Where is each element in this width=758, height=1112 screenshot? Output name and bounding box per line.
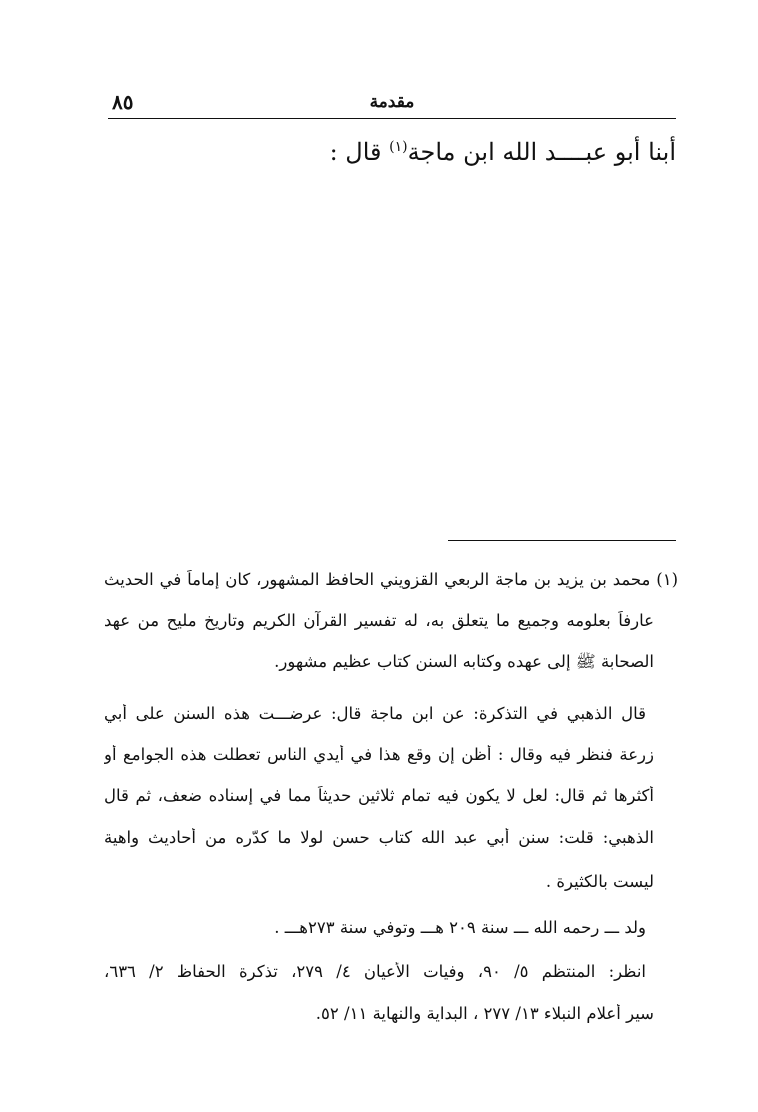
footnote-line: زرعة فنظر فيه وقال : أظن إن وقع هذا في أيدي الناس تعطلت هذه الجوامع أو [104,745,654,764]
footnote-line: انظر: المنتظم ٥/ ٩٠، وفيات الأعيان ٤/ ٢٧٩، تذكرة الحفاظ ٢/ ٦٣٦، [104,962,646,981]
main-text-after: قال : [329,138,390,166]
footnote-line: قال الذهبي في التذكرة: عن ابن ماجة قال: عرضـــت هذه السنن على أبي [104,704,646,723]
footnote-line: الذهبي: قلت: سنن أبي عبد الله كتاب حسن لولا ما كدّره من أحاديث واهية [104,828,654,847]
footnote-line: سير أعلام النبلاء ١٣/ ٢٧٧ ، البداية والنهاية ١١/ ٥٢. [315,1004,654,1023]
header-rule [108,118,676,119]
footnote-separator [448,540,676,541]
footnote-line: ولد ـــ رحمه الله ـــ سنة ٢٠٩ هـــ وتوفي سنة ٢٧٣هـــ . [274,918,646,937]
footnote-line: ليست بالكثيرة . [545,872,654,891]
footnote-marker[interactable]: (١) [389,139,408,155]
header-title: مقدمة [369,92,415,112]
footnote-line: أكثرها ثم قال: لعل لا يكون فيه تمام ثلاثين حديثاً مما في إسناده ضعف، ثم قال [104,786,654,805]
footnote-line: عارفاً بعلومه وجميع ما يتعلق به، له تفسير القرآن الكريم وتاريخ مليح من عهد [104,611,654,630]
main-text-before: أبنا أبو عبــــد الله ابن ماجة [407,138,676,166]
main-text-line [330,138,676,166]
running-header [108,90,676,118]
footnote-line: الصحابة ﷺ إلى عهده وكتابه السنن كتاب عظيم مشهور. [274,652,654,671]
footnote-line: (١) محمد بن يزيد بن ماجة الربعي القزويني الحافظ المشهور، كان إماماً في الحديث [104,570,678,589]
page-number: ٨٥ [112,90,134,114]
